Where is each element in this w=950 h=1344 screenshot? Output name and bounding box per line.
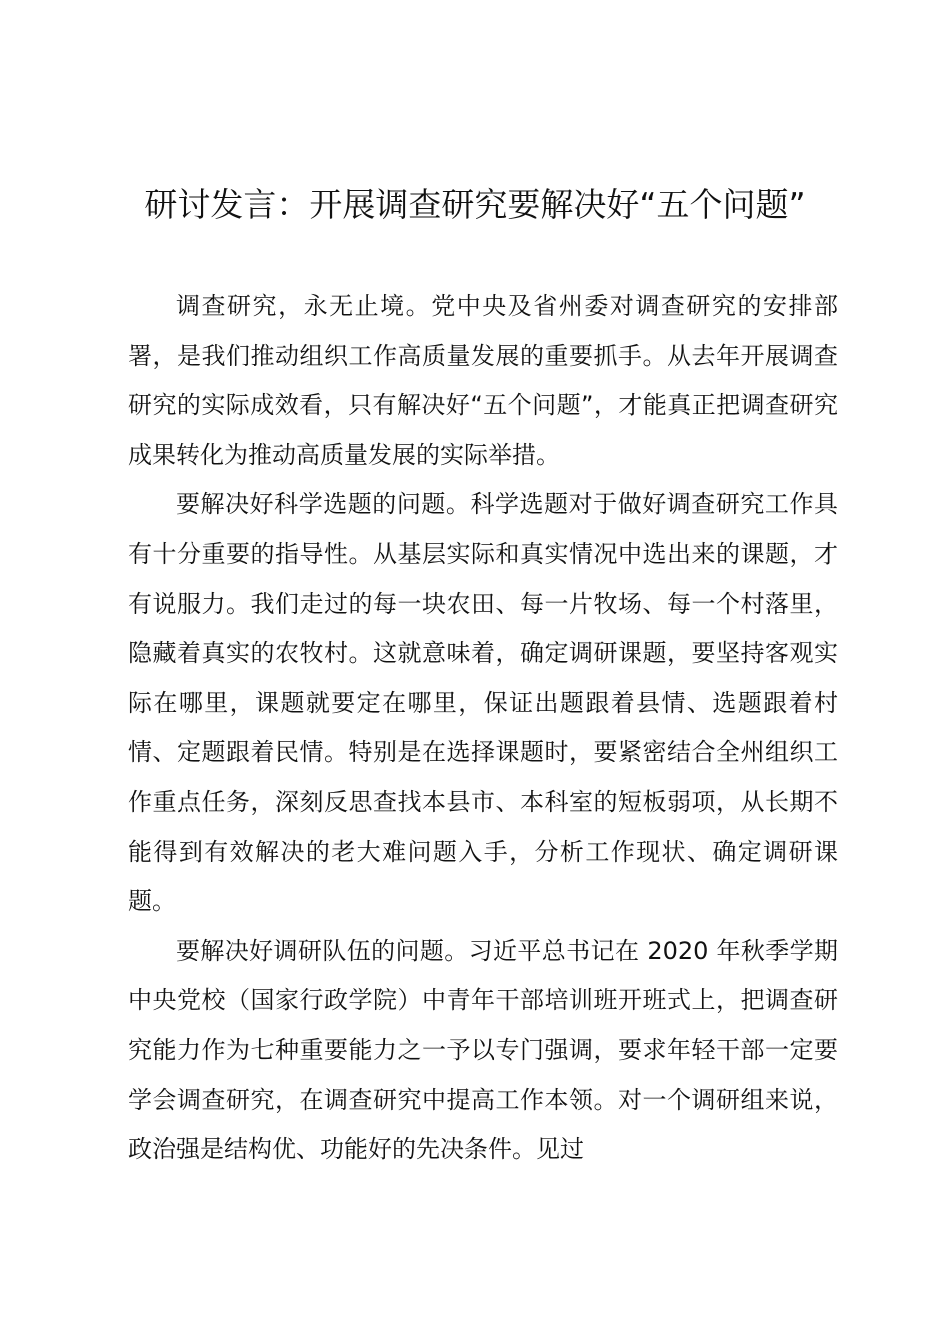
document-body bbox=[128, 282, 838, 1175]
paragraph-intro: 调查研究，永无止境。党中央及省州委对调查研究的安排部署，是我们推动组织工作高质量发展的重要抓手。从去年开展调查研究的实际成效看，只有解决好“五个问题”，才能真正把调查研究成果转化为推动高质量发展的实际举措。 bbox=[128, 292, 838, 469]
document-title: 研讨发言：开展调查研究要解决好“五个问题” bbox=[144, 185, 806, 224]
paragraph-topic-selection: 要解决好科学选题的问题。科学选题对于做好调查研究工作具有十分重要的指导性。从基层实际和真实情况中选出来的课题，才有说服力。我们走过的每一块农田、每一片牧场、每一个村落里，隐藏着真实的农牧村。这就意味着，确定调研课题，要坚持客观实际在哪里，课题就要定在哪里，保证出题跟着县情、选题跟着村情、定题跟着民情。特别是在选择课题时，要紧密结合全州组织工作重点任务，深刻反思查找本县市、本科室的短板弱项，从长期不能得到有效解决的老大难问题入手，分析工作现状、确定调研课题。 bbox=[128, 490, 838, 916]
paragraph-research-team: 要解决好调研队伍的问题。习近平总书记在 2020 年秋季学期中央党校（国家行政学院）中青年干部培训班开班式上，把调查研究能力作为七种重要能力之一予以专门强调，要求年轻干部一定要学会调查研究，在调查研究中提高工作本领。对一个调研组来说，政治强是结构优、功能好的先决条件。见过 bbox=[128, 936, 838, 1164]
